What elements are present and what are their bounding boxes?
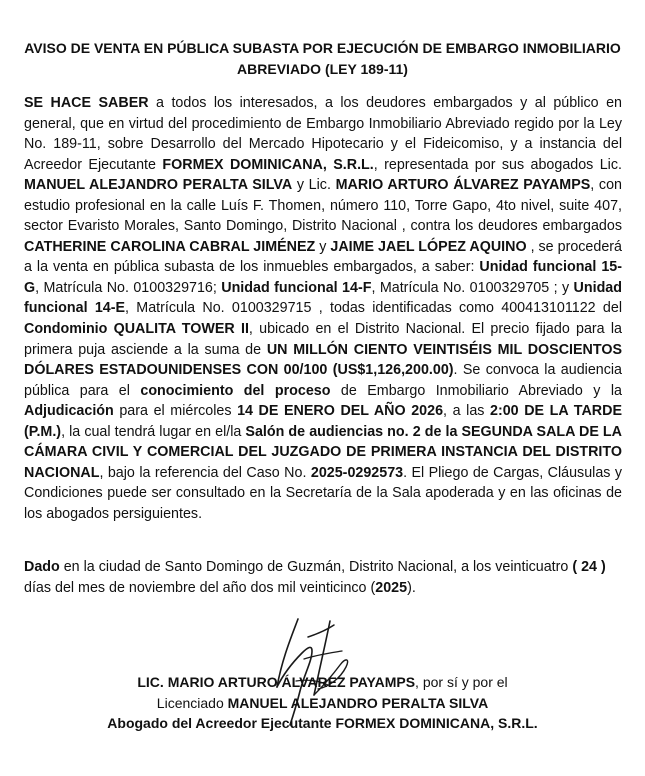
unit-14e: Unidad funcional 14-E (24, 279, 622, 317)
notice-body (24, 93, 622, 524)
signer-line (0, 672, 645, 693)
day-number: ( 24 ) (572, 559, 606, 575)
body-text-segment: a todos los interesados, a los deudores embargados y al público en general, que en virtud del procedimiento de Embargo Inmobiliario Abreviado regido por la Ley No. 189-11, sobre Desarrollo del Mercado Hipotecario y el Fideicomiso, y a instancia del Acreedor Ejecutante (24, 95, 623, 173)
hearing-time: 2:00 DE LA TARDE (P.M.) (24, 403, 622, 440)
signer-line-rest: , por sí y por el (415, 674, 508, 690)
body-text-segment: , bajo la referencia del Caso No. (99, 464, 311, 481)
signer-name: LIC. MARIO ARTURO ÁLVAREZ PAYAMPS (137, 674, 416, 690)
body-paragraph (24, 93, 622, 524)
body-text-segment: , representada por sus abogados Lic. (373, 156, 622, 173)
dated-text-segment: ). (407, 580, 416, 596)
lead-phrase: SE HACE SABER (24, 95, 149, 111)
debtor-name-2: JAIME JAEL LÓPEZ AQUINO (330, 238, 527, 255)
dated-statement (24, 557, 622, 599)
dated-text-segment: en la ciudad de Santo Domingo de Guzmán, Distrito Nacional, a los veinticuatro (59, 559, 573, 575)
co-signer-prefix: Licenciado (156, 694, 228, 711)
adjudication-phrase: Adjudicación (24, 403, 114, 420)
body-text-segment: , con estudio profesional en la calle Luís F. Thomen, número 110, Torre Gapo, 4to nivel, suite 407, sector Evaristo Morales, Santo Domingo, Distrito Nacional , contra los deudores embargados (24, 177, 622, 235)
body-text-segment: , ubicado en el Distrito Nacional. El precio fijado para la primera puja asciende a la suma de (24, 321, 622, 358)
lawyer-name-1: MANUEL ALEJANDRO PERALTA SILVA (24, 177, 293, 194)
court-location: Salón de audiencias no. 2 de la SEGUNDA SALA DE LA CÁMARA CIVIL Y COMERCIAL DEL JUZGADO DE PRIMERA INSTANCIA DEL DISTRITO NACIONAL (24, 423, 622, 481)
hearing-date: 14 DE ENERO DEL AÑO 2026 (237, 403, 444, 420)
auction-price: UN MILLÓN CIENTO VEINTISÉIS MIL DOSCIENTOS DÓLARES ESTADOUNIDENSES CON 00/100 (US$1,126,200.00) (24, 341, 622, 379)
dated-paragraph (24, 557, 622, 599)
signer-role (0, 713, 645, 734)
unit-15g: Unidad funcional 15-G (24, 259, 622, 296)
co-signer-name: MANUEL ALEJANDRO PERALTA SILVA (227, 694, 489, 711)
lawyer-name-2: MARIO ARTURO ÁLVAREZ PAYAMPS (335, 177, 591, 194)
body-text-segment: . El Pliego de Cargas, Cláusulas y Condiciones puede ser consultado en la Secretaría de la Sala apoderada y en las oficinas de los abogados persiguientes. (24, 464, 622, 522)
body-text-segment: , Matrícula No. 0100329705 ; y (371, 279, 574, 296)
body-text-segment: y Lic. (292, 177, 336, 194)
title-line-1: AVISO DE VENTA EN PÚBLICA SUBASTA POR EJECUCIÓN DE EMBARGO INMOBILIARIO (24, 40, 621, 56)
case-number: 2025-0292573 (310, 464, 404, 481)
creditor-name: FORMEX DOMINICANA, S.R.L. (162, 156, 374, 173)
body-text-segment: , Matrícula No. 0100329715 , todas identificadas como 400413101122 del (125, 300, 622, 317)
signer-role-text: Abogado del Acreedor Ejecutante FORMEX DOMINICANA, S.R.L. (107, 715, 538, 731)
body-text-segment: de Embargo Inmobiliario Abreviado y la (330, 382, 622, 399)
dado-word: Dado (24, 559, 60, 575)
debtor-name-1: CATHERINE CAROLINA CABRAL JIMÉNEZ (24, 238, 316, 255)
process-phrase: conocimiento del proceso (140, 382, 331, 399)
body-text-segment: , se procederá a la venta en pública subasta de los inmuebles embargados, a saber: (24, 238, 622, 276)
body-text-segment: para el miércoles (113, 403, 238, 420)
notice-title (24, 38, 621, 80)
dated-text-segment: días del mes de noviembre del año dos mil veinticinco ( (24, 580, 376, 596)
unit-14f: Unidad funcional 14-F (221, 279, 372, 296)
body-text-segment: , Matrícula No. 0100329716; (35, 279, 222, 296)
body-text-segment: , a las (443, 403, 491, 420)
title-line-2: ABREVIADO (LEY 189-11) (237, 61, 408, 77)
body-text-segment: , la cual tendrá lugar en el/la (61, 423, 246, 440)
signature-block (0, 672, 645, 734)
year-number: 2025 (375, 580, 408, 596)
co-signer-line (0, 693, 645, 714)
condominium-name: Condominio QUALITA TOWER II (24, 321, 249, 338)
body-text-segment: . Se convoca la audiencia pública para el (24, 362, 622, 399)
body-text-segment: y (315, 238, 331, 255)
